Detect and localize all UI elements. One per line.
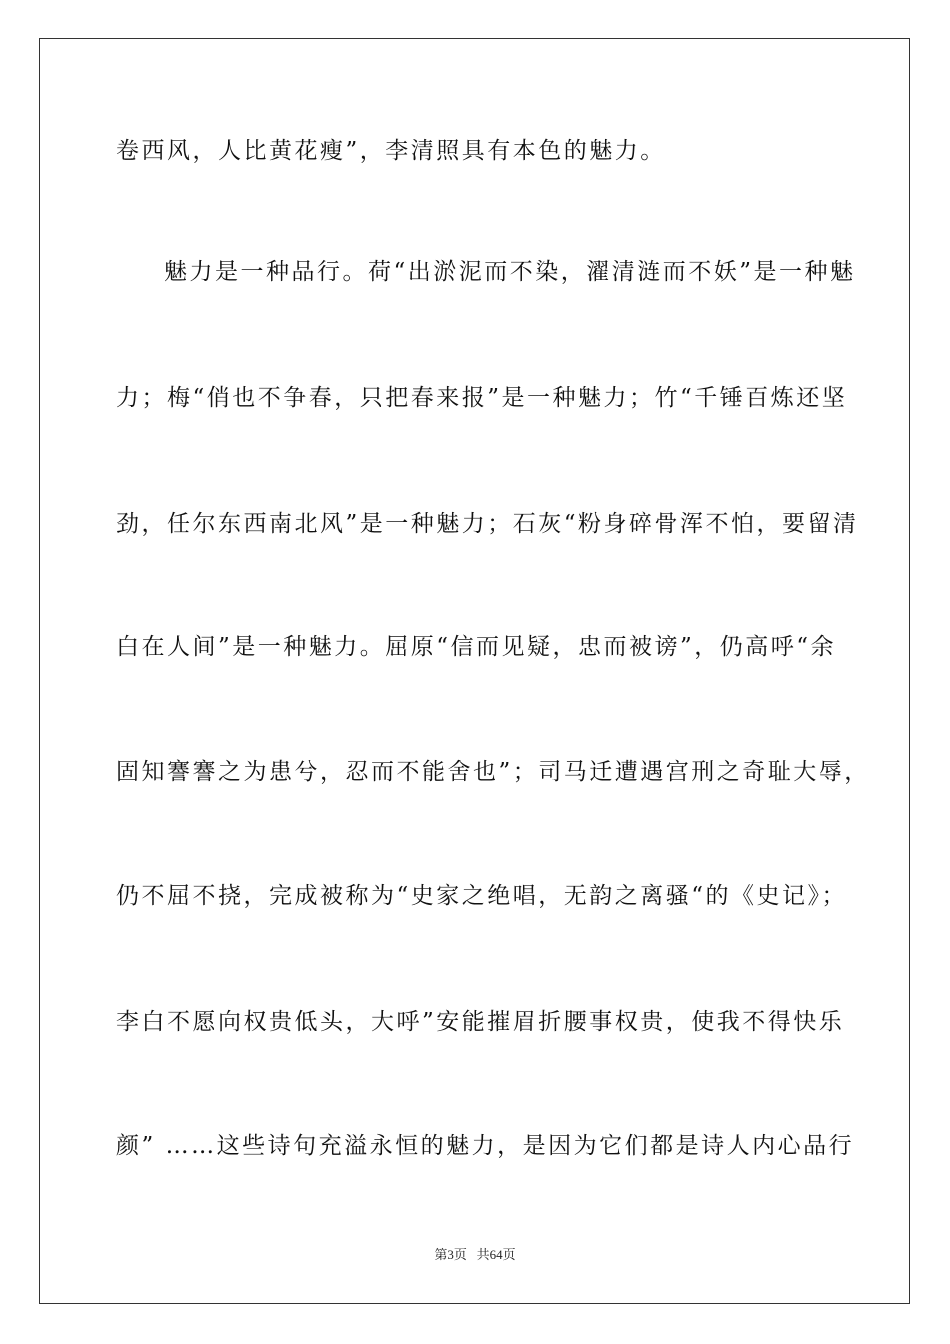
- text-line-4: 劲，任尔东西南北风”是一种魅力；石灰“粉身碎骨浑不怕，要留清: [116, 511, 859, 537]
- text-line-1: 卷西风，人比黄花瘦”，李清照具有本色的魅力。: [116, 138, 666, 164]
- page-footer: [0, 1246, 950, 1264]
- text-line-7: 仍不屈不挠，完成被称为“史家之绝唱，无韵之离骚“的《史记》；: [116, 883, 848, 909]
- text-line-3: 力；梅“俏也不争春，只把春来报”是一种魅力；竹“千锤百炼还坚: [116, 385, 848, 411]
- text-line-8: 李白不愿向权贵低头，大呼”安能摧眉折腰事权贵，使我不得快乐: [116, 1009, 845, 1035]
- text-line-2: 魅力是一种品行。荷“出淤泥而不染，濯清涟而不妖”是一种魅: [164, 259, 856, 285]
- page-total: 共64页: [476, 1247, 516, 1262]
- page-border: [39, 38, 910, 1304]
- text-line-6: 固知謇謇之为患兮，忍而不能舍也”；司马迁遭遇宫刑之奇耻大辱，: [116, 759, 870, 785]
- text-line-5: 白在人间”是一种魅力。屈原“信而见疑，忠而被谤”，仍高呼“余: [116, 634, 837, 660]
- text-line-9: 颜” ……这些诗句充溢永恒的魅力，是因为它们都是诗人内心品行: [116, 1133, 855, 1159]
- page-number: 第3页: [434, 1247, 467, 1262]
